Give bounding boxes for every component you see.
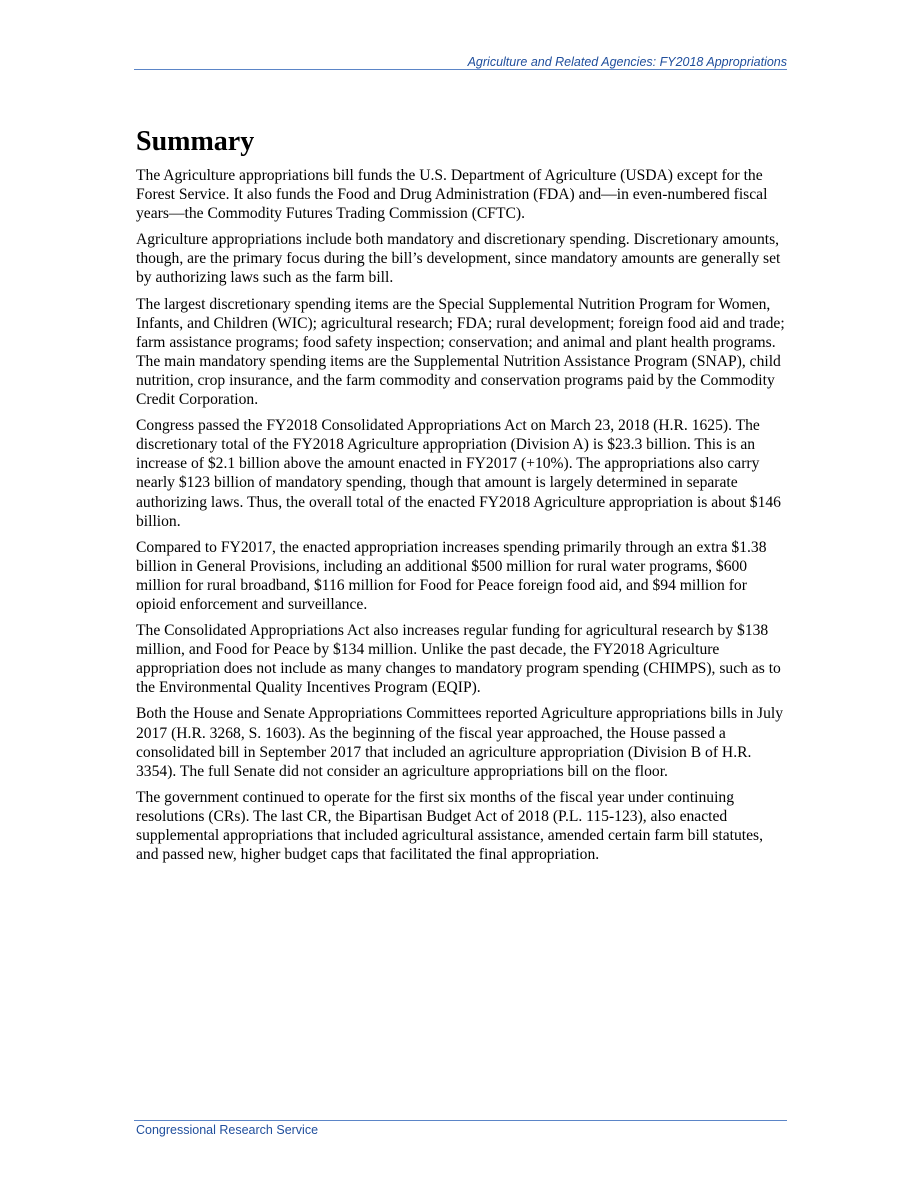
main-content bbox=[136, 124, 786, 871]
header-divider bbox=[134, 69, 787, 70]
paragraph-6: The Consolidated Appropriations Act also increases regular funding for agricultural research by $138 million, and Food for Peace by $134 million. Unlike the past decade, the FY2018 Agriculture appropriation does not include as many changes to mandatory program spending (CHIMPS), such as to the Environmental Quality Incentives Program (EQIP). bbox=[136, 622, 781, 697]
paragraph-1: The Agriculture appropriations bill funds the U.S. Department of Agriculture (USDA) except for the Forest Service. It also funds the Food and Drug Administration (FDA) and—in even-numbered fiscal years—the Commodity Futures Trading Commission (CFTC). bbox=[136, 167, 768, 223]
paragraph-5: Compared to FY2017, the enacted appropriation increases spending primarily through an extra $1.38 billion in General Provisions, including an additional $500 million for rural water programs, $600 million for rural broadband, $116 million for Food for Peace foreign food aid, and $94 million for opioid enforcement and surveillance. bbox=[136, 538, 767, 613]
running-footer: Congressional Research Service bbox=[136, 1123, 319, 1137]
section-heading: Summary bbox=[136, 126, 255, 157]
paragraph-2: Agriculture appropriations include both mandatory and discretionary spending. Discretionary amounts, though, are the primary focus during the bill’s development, since mandatory amounts are generally set by authorizing laws such as the farm bill. bbox=[136, 231, 781, 287]
footer-divider bbox=[134, 1120, 787, 1121]
paragraph-3: The largest discretionary spending items are the Special Supplemental Nutrition Program for Women, Infants, and Children (WIC); agricultural research; FDA; rural development; foreign food aid and trade; farm assistance programs; food safety inspection; conservation; and animal and plant health programs. The main mandatory spending items are the Supplemental Nutrition Assistance Program (SNAP), child nutrition, crop insurance, and the farm commodity and conservation programs paid by the Commodity Credit Corporation. bbox=[136, 295, 785, 409]
paragraph-8: The government continued to operate for the first six months of the fiscal year under continuing resolutions (CRs). The last CR, the Bipartisan Budget Act of 2018 (P.L. 115-123), also enacted supplemental appropriations that included agricultural assistance, amended certain farm bill statutes, and passed new, higher budget caps that facilitated the final appropriation. bbox=[136, 788, 764, 864]
running-header: Agriculture and Related Agencies: FY2018 Appropriations bbox=[467, 55, 787, 69]
paragraph-4: Congress passed the FY2018 Consolidated Appropriations Act on March 23, 2018 (H.R. 1625). The discretionary total of the FY2018 Agriculture appropriation (Division A) is $23.3 billion. This is an increase of $2.1 billion above the amount enacted in FY2017 (+10%). The appropriations also carry nearly $123 billion of mandatory spending, though that amount is largely determined in separate authorizing laws. Thus, the overall total of the enacted FY2018 Agriculture appropriation is about $146 billion. bbox=[136, 417, 781, 530]
paragraph-7: Both the House and Senate Appropriations Committees reported Agriculture appropriations bills in July 2017 (H.R. 3268, S. 1603). As the beginning of the fiscal year approached, the House passed a consolidated bill in September 2017 that included an agriculture appropriation (Division B of H.R. 3354). The full Senate did not consider an agriculture appropriations bill on the floor. bbox=[136, 705, 784, 780]
